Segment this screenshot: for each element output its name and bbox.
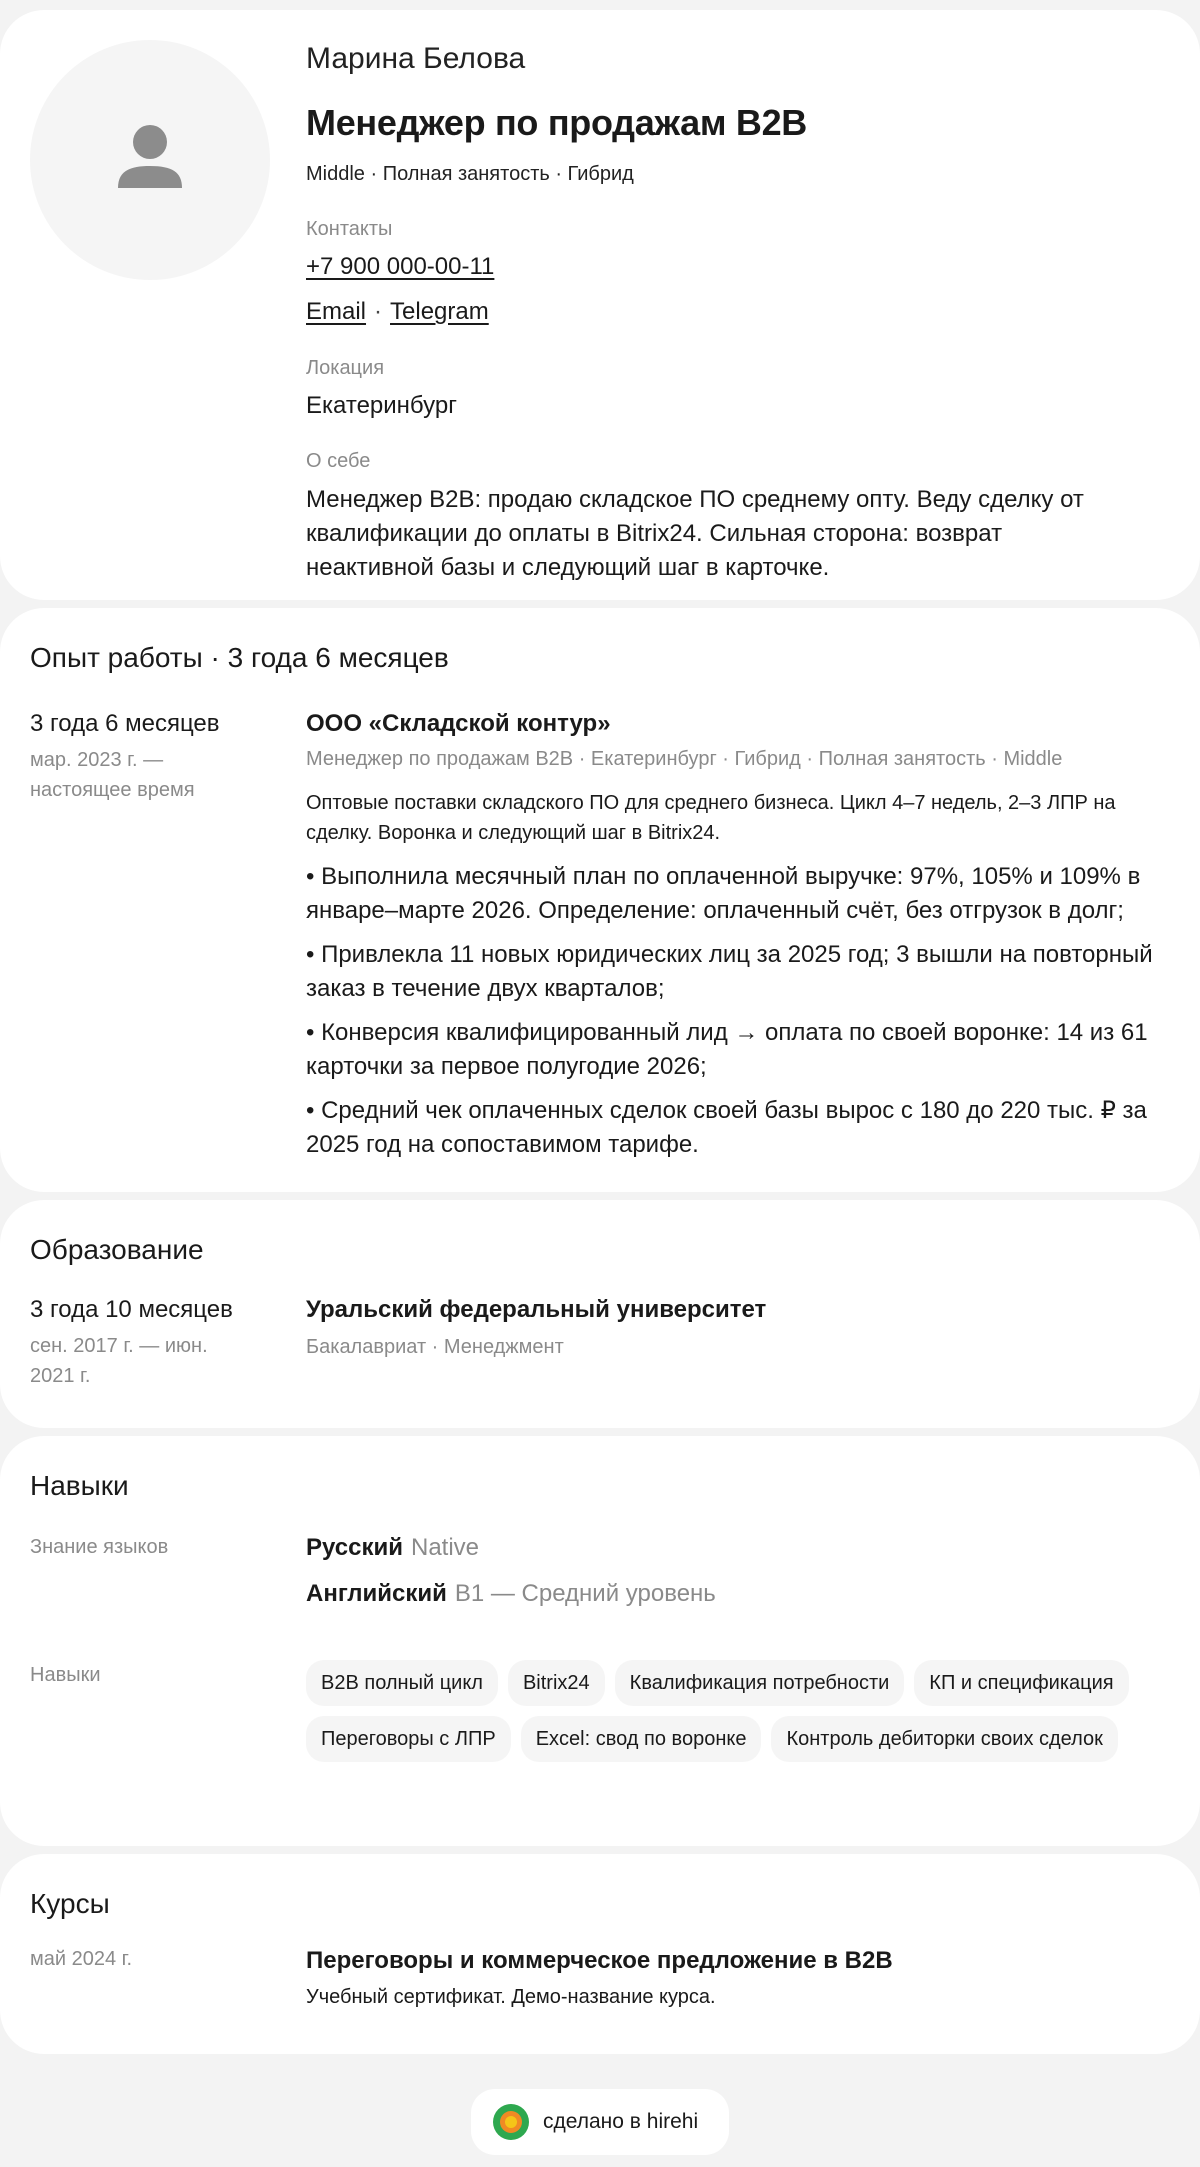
courses-title: Курсы [30,1888,110,1919]
achievement-item: • Конверсия квалифицированный лид → оплата по своей воронке: 14 из 61 карточки за первое полугодие 2026; [306,1019,1148,1080]
profile-card [0,10,1200,600]
location-value: Екатеринбург [306,392,457,419]
candidate-meta: Middle · Полная занятость · Гибрид [306,163,634,185]
course-date: май 2024 г. [30,1948,133,1970]
avatar [30,40,270,280]
university-name: Уральский федеральный университет [306,1296,767,1323]
experience-meta: Менеджер по продажам B2B · Екатеринбург · Гибрид · Полная занятость · Middle [306,748,1063,770]
phone-link[interactable]: +7 900 000-00-11 [306,253,495,280]
course-title: Переговоры и коммерческое предложение в B2B [306,1947,893,1974]
skill-tag: КП и спецификация [914,1660,1128,1706]
languages-label: Знание языков [30,1536,169,1558]
email-link[interactable]: Email [306,298,367,325]
skills-title: Навыки [30,1470,129,1501]
education-card [0,1200,1200,1428]
achievement-item: • Выполнила месячный план по оплаченной выручке: 97%, 105% и 109% в январе–марте 2026. Определение: оплаченный счёт, без отгрузок в долг; [306,863,1141,924]
language-item [306,1580,716,1612]
user-silhouette-icon [114,122,186,194]
experience-dates: мар. 2023 г. — настоящее время [30,749,195,801]
skill-tag: Bitrix24 [508,1660,605,1706]
languages-list [306,1534,716,1626]
about-label: О себе [306,450,371,472]
footer-label: сделано в hirehi [543,2110,699,2133]
language-name: Английский [306,1580,447,1607]
education-meta: Бакалавриат · Менеджмент [306,1336,564,1358]
achievement-item: • Привлекла 11 новых юридических лиц за 2025 год; 3 вышли на повторный заказ в течение двух кварталов; [306,941,1153,1002]
candidate-name: Марина Белова [306,42,526,75]
skill-tag: Переговоры с ЛПР [306,1716,511,1762]
language-level: Native [410,1534,480,1561]
experience-card [0,608,1200,1192]
skills-label: Навыки [30,1664,101,1686]
telegram-link[interactable]: Telegram [390,298,489,325]
skill-tag: Excel: свод по воронке [521,1716,762,1762]
separator: · [374,298,383,325]
achievement-item: • Средний чек оплаченных сделок своей базы вырос с 180 до 220 тыс. ₽ за 2025 год на сопоставимом тарифе. [306,1097,1147,1158]
experience-period: 3 года 6 месяцев [30,710,220,737]
language-level: B1 — Средний уровень [454,1580,716,1607]
contacts-label: Контакты [306,218,393,240]
skill-tag: Контроль дебиторки своих сделок [771,1716,1117,1762]
language-name: Русский [306,1534,403,1561]
language-item [306,1534,716,1566]
education-title: Образование [30,1234,204,1265]
education-period: 3 года 10 месяцев [30,1296,233,1323]
education-dates: сен. 2017 г. — июн. 2021 г. [30,1335,208,1387]
skill-tag: B2B полный цикл [306,1660,498,1706]
skills-card [0,1436,1200,1846]
company-name: ООО «Складской контур» [306,710,611,737]
contact-links [306,298,489,326]
experience-title: Опыт работы · 3 года 6 месяцев [30,642,449,673]
experience-description: Оптовые поставки складского ПО для среднего бизнеса. Цикл 4–7 недель, 2–3 ЛПР на сделку. Воронка и следующий шаг в Bitrix24. [306,792,1116,844]
location-label: Локация [306,357,385,379]
made-with-hirehi-badge[interactable] [471,2089,729,2155]
course-description: Учебный сертификат. Демо-название курса. [306,1986,716,2008]
achievements-list [306,860,1176,1172]
candidate-role: Менеджер по продажам B2B [306,102,807,143]
about-text: Менеджер B2B: продаю складское ПО среднему опту. Веду сделку от квалификации до оплаты в Bitrix24. Сильная сторона: возврат неактивной базы и следующий шаг в карточке. [306,486,1084,581]
skill-tag: Квалификация потребности [615,1660,905,1706]
skill-tags [306,1660,1186,1762]
hirehi-logo-icon [493,2104,529,2140]
courses-card [0,1854,1200,2054]
